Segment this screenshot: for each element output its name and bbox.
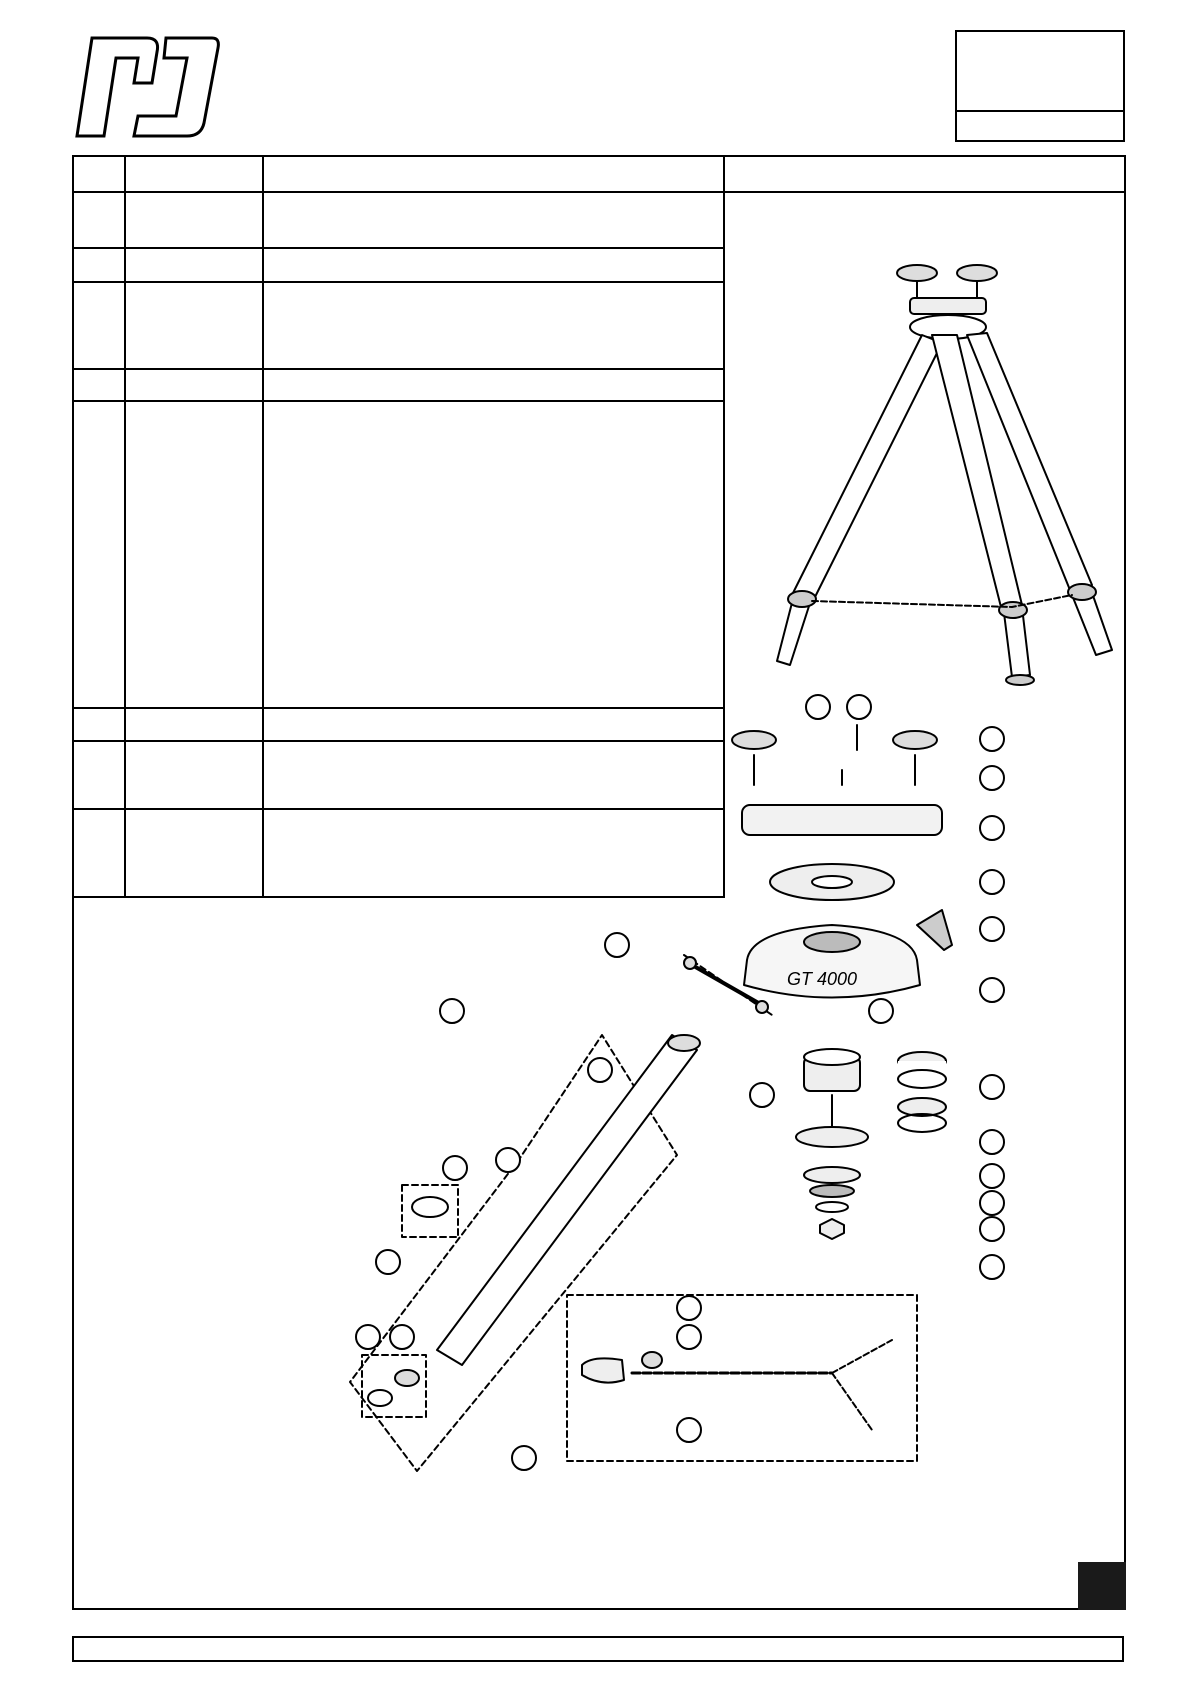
document-code-box (955, 30, 1125, 142)
exploded-view-drawing (72, 155, 1126, 1610)
code-box-divider (957, 110, 1123, 112)
footer-bar (72, 1636, 1124, 1662)
head-exploded-view (732, 725, 952, 998)
chain-exploded-view (567, 1295, 917, 1461)
tripod-assembled-view (777, 265, 1112, 685)
leg-exploded-view (350, 955, 772, 1471)
base-model-label: GT 4000 (787, 969, 858, 989)
spindle-exploded-view (796, 1049, 946, 1239)
brand-logo (72, 28, 222, 143)
page-tab-marker (1078, 1562, 1126, 1610)
